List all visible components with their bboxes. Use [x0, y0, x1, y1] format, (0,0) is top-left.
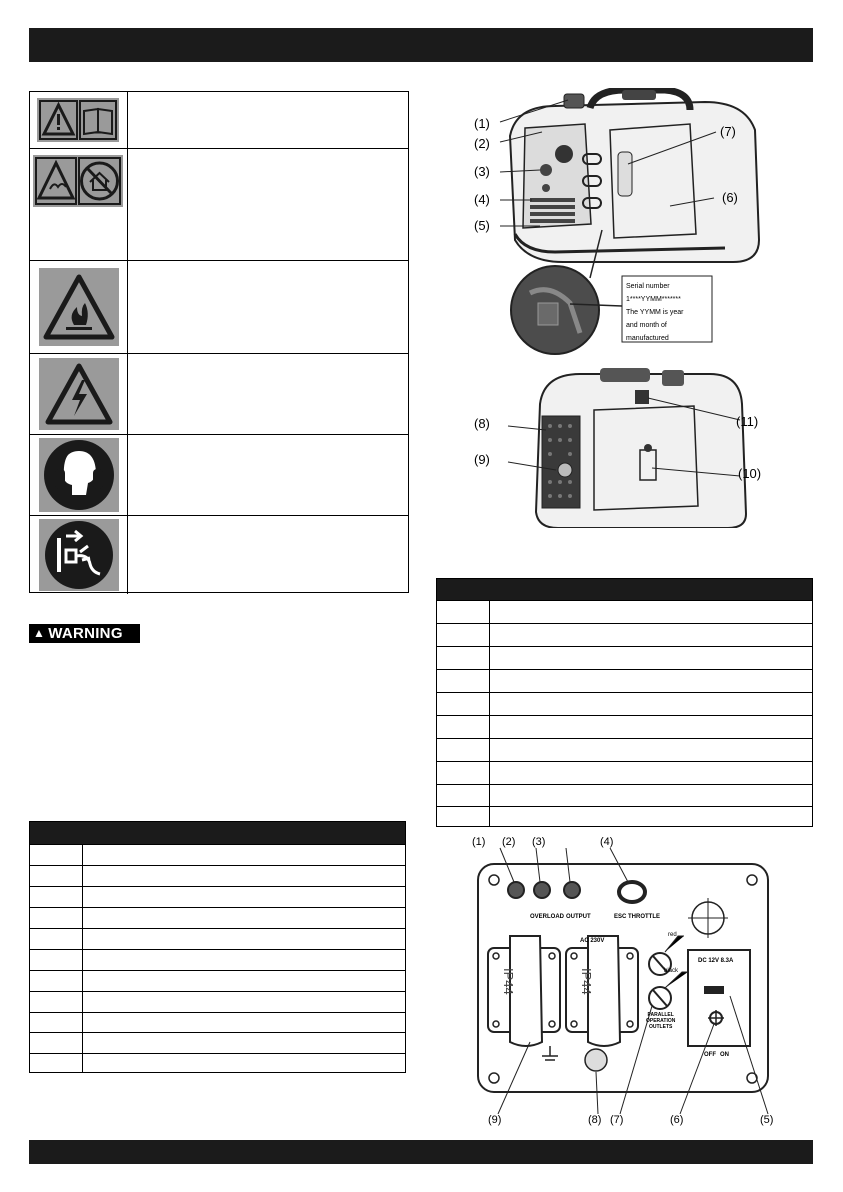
output-label: OUTPUT: [566, 914, 591, 920]
serial-number-label: [626, 280, 712, 345]
parallel-line: OUTLETS: [649, 1024, 673, 1030]
callout-label: (9): [488, 1114, 502, 1126]
warning-triangle-icon: ▲: [33, 626, 46, 640]
table-header: [437, 579, 812, 600]
warning-text: WARNING: [48, 625, 123, 642]
table-row: [30, 949, 405, 950]
table-row: [437, 806, 812, 807]
ip44-label: IP44: [501, 968, 516, 995]
parallel-outlets-label: [646, 1012, 675, 1030]
red-wire-label: red: [668, 932, 677, 938]
right-parts-table: [436, 578, 813, 827]
table-row: [30, 970, 405, 971]
table-row: [437, 600, 812, 601]
symbol-row: [30, 435, 408, 516]
table-row: [30, 865, 405, 866]
serial-line: and month of: [626, 322, 667, 329]
callout-label: (1): [474, 116, 490, 131]
dc-voltage-label: DC 12V 8.3A: [698, 958, 734, 964]
symbol-row: [30, 354, 408, 435]
disconnect-plug-icon: [30, 516, 128, 594]
exhaust-fumes-not-indoors-icon: [30, 149, 128, 260]
serial-line: The YYMM is year: [626, 309, 684, 316]
table-row: [30, 844, 405, 845]
ip44-label: IP44: [579, 968, 594, 995]
table-row: [437, 646, 812, 647]
table-row: [30, 1012, 405, 1013]
column-divider: [82, 844, 83, 1072]
symbol-row: [30, 516, 408, 594]
callout-label: (8): [474, 416, 490, 431]
table-row: [30, 1032, 405, 1033]
table-row: [30, 928, 405, 929]
callout-label: (7): [610, 1114, 624, 1126]
generator-back-illustration: [470, 364, 780, 528]
callout-label: (4): [600, 836, 614, 848]
black-wire-label: black: [664, 968, 679, 974]
callout-label: (2): [502, 836, 516, 848]
serial-line: Serial number: [626, 283, 670, 290]
table-row: [30, 991, 405, 992]
left-parts-table: [29, 821, 406, 1073]
control-panel-illustration: [470, 846, 790, 1116]
table-row: [30, 907, 405, 908]
safety-symbols-table: [29, 91, 409, 593]
table-row: [437, 738, 812, 739]
symbol-row: [30, 261, 408, 354]
callout-label: (3): [474, 164, 490, 179]
serial-line: manufactured: [626, 335, 669, 342]
table-row: [30, 1053, 405, 1054]
table-row: [437, 761, 812, 762]
column-divider: [489, 600, 490, 826]
table-row: [30, 886, 405, 887]
overload-label: OVERLOAD: [530, 914, 565, 920]
ac-voltage-label: AC 230V: [580, 938, 605, 944]
off-label: OFF: [704, 1052, 716, 1058]
callout-label: (5): [760, 1114, 774, 1126]
parallel-line: OPERATION: [646, 1018, 676, 1024]
electric-shock-icon: [30, 354, 128, 434]
footer-bar: [29, 1140, 813, 1164]
table-row: [437, 784, 812, 785]
callout-label: (5): [474, 218, 490, 233]
callout-label: (11): [736, 414, 759, 429]
serial-line: 1****YYMM*******: [626, 296, 681, 303]
symbol-row: [30, 92, 408, 149]
callout-label: (8): [588, 1114, 602, 1126]
header-bar: [29, 28, 813, 62]
ear-protection-icon: [30, 435, 128, 515]
hot-surface-fire-icon: [30, 261, 128, 353]
warning-read-manual-icon: [30, 92, 128, 148]
symbol-row: [30, 149, 408, 261]
table-row: [437, 692, 812, 693]
table-row: [437, 715, 812, 716]
callout-label: (6): [670, 1114, 684, 1126]
table-header: [30, 822, 405, 844]
callout-label: (10): [738, 466, 762, 481]
table-row: [437, 623, 812, 624]
warning-label: [29, 624, 140, 643]
callout-label: (6): [722, 190, 738, 205]
callout-label: (1): [472, 836, 486, 848]
callout-label: (9): [474, 452, 490, 467]
eco-throttle-label: ESC THROTTLE: [614, 914, 660, 920]
callout-label: (4): [474, 192, 490, 207]
parallel-line: PARALLEL: [647, 1012, 674, 1018]
callout-label: (2): [474, 136, 490, 151]
on-label: ON: [720, 1052, 729, 1058]
table-row: [437, 669, 812, 670]
callout-label: (7): [720, 124, 736, 139]
callout-label: (3): [532, 836, 546, 848]
